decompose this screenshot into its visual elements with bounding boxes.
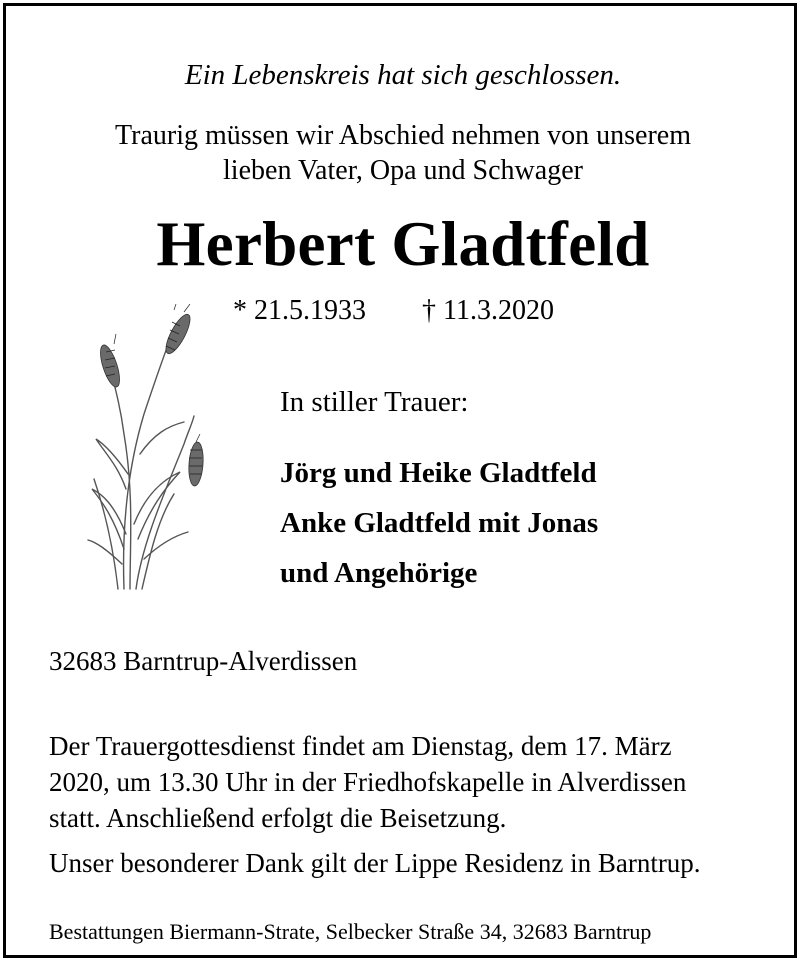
mourner-line: Anke Gladtfeld mit Jonas [280, 507, 599, 539]
mourner-line: Jörg und Heike Gladtfeld [280, 457, 597, 489]
place: 32683 Barntrup-Alverdissen [49, 646, 358, 676]
intro-line-2: lieben Vater, Opa und Schwager [223, 155, 583, 186]
obituary-notice [3, 3, 797, 958]
mourning-label: In stiller Trauer: [280, 386, 469, 418]
mourner-line: und Angehörige [280, 557, 478, 589]
mourners-list [280, 448, 598, 598]
service-line-1: Der Trauergottesdienst findet am Dienstag, dem 17. März [49, 731, 672, 761]
funeral-home-footer: Bestattungen Biermann-Strate, Selbecker Straße 34, 32683 Barntrup [49, 919, 652, 944]
wheat-stalks-icon [84, 304, 214, 594]
motto: Ein Lebenskreis hat sich geschlossen. [184, 59, 622, 91]
service-info [49, 728, 686, 836]
deceased-name: Herbert Gladtfeld [156, 209, 650, 279]
service-line-3: statt. Anschließend erfolgt die Beisetzung. [49, 803, 507, 833]
intro-text [6, 118, 800, 188]
thanks-note: Unser besonderer Dank gilt der Lippe Residenz in Barntrup. [49, 848, 701, 878]
service-line-2: 2020, um 13.30 Uhr in der Friedhofskapelle in Alverdissen [49, 767, 687, 797]
intro-line-1: Traurig müssen wir Abschied nehmen von unserem [115, 120, 691, 151]
birth-date: * 21.5.1933 [233, 295, 366, 326]
death-date: † 11.3.2020 [422, 295, 554, 326]
